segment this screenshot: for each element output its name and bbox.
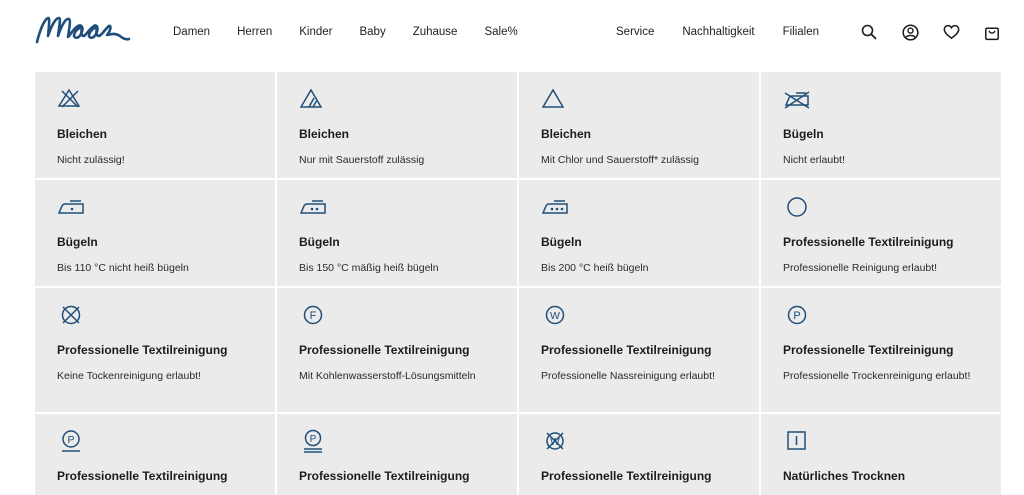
dry-clean-p-very-gentle-icon bbox=[299, 428, 327, 452]
care-description: Bis 110 °C nicht heiß bügeln bbox=[57, 262, 189, 274]
heart-icon[interactable] bbox=[941, 22, 961, 42]
care-title: Professionelle Textilreinigung bbox=[299, 343, 470, 357]
nav-damen[interactable]: Damen bbox=[173, 26, 211, 38]
bleach-icon bbox=[541, 86, 569, 110]
nav-sale[interactable]: Sale% bbox=[484, 26, 518, 38]
care-title: Professionelle Textilreinigung bbox=[57, 343, 228, 357]
care-symbols-grid bbox=[35, 72, 999, 495]
search-icon[interactable] bbox=[859, 22, 879, 42]
care-description: Nicht erlaubt! bbox=[783, 154, 845, 166]
no-wet-clean-w-icon bbox=[541, 428, 569, 452]
no-iron-icon bbox=[783, 86, 811, 110]
care-description: Professionelle Nassreinigung erlaubt! bbox=[541, 370, 715, 382]
care-card bbox=[519, 72, 759, 178]
secondary-navigation bbox=[616, 25, 847, 39]
care-card bbox=[519, 288, 759, 412]
care-title: Bleichen bbox=[299, 127, 350, 141]
care-description: Mit Chlor und Sauerstoff* zulässig bbox=[541, 154, 699, 166]
care-title: Professionelle Textilreinigung bbox=[299, 469, 470, 483]
dry-clean-f-icon bbox=[299, 302, 327, 326]
care-card bbox=[277, 180, 517, 286]
care-card bbox=[277, 414, 517, 495]
care-card bbox=[519, 180, 759, 286]
care-card bbox=[761, 414, 1001, 495]
nav-kinder[interactable]: Kinder bbox=[299, 26, 333, 38]
care-card bbox=[277, 288, 517, 412]
iron-3-dots-icon bbox=[541, 194, 569, 218]
iron-1-dot-icon bbox=[57, 194, 85, 218]
svg-text:W: W bbox=[550, 310, 560, 322]
nav-nachhaltigkeit[interactable]: Nachhaltigkeit bbox=[682, 26, 755, 38]
care-title: Professionelle Textilreinigung bbox=[541, 343, 712, 357]
dry-clean-p-gentle-icon bbox=[57, 428, 85, 452]
nav-filialen[interactable]: Filialen bbox=[782, 26, 820, 38]
care-card bbox=[761, 180, 1001, 286]
care-card bbox=[35, 180, 275, 286]
care-description: Professionelle Reinigung erlaubt! bbox=[783, 262, 938, 274]
nav-service[interactable]: Service bbox=[616, 26, 655, 38]
svg-text:P: P bbox=[793, 310, 801, 322]
care-description: Nur mit Sauerstoff zulässig bbox=[299, 154, 425, 166]
dry-clean-p-icon bbox=[783, 302, 811, 326]
care-title: Professionelle Textilreinigung bbox=[57, 469, 228, 483]
care-title: Professionelle Textilreinigung bbox=[783, 343, 954, 357]
care-description: Keine Tockenreinigung erlaubt! bbox=[57, 370, 201, 382]
care-description: Bis 150 °C mäßig heiß bügeln bbox=[299, 262, 439, 274]
nav-zuhause[interactable]: Zuhause bbox=[412, 26, 458, 38]
care-title: Bleichen bbox=[57, 127, 108, 141]
nav-herren[interactable]: Herren bbox=[237, 26, 273, 38]
care-title: Bügeln bbox=[299, 235, 340, 249]
account-icon[interactable] bbox=[900, 22, 920, 42]
nav-baby[interactable]: Baby bbox=[359, 26, 386, 38]
natural-dry-icon bbox=[783, 428, 811, 452]
no-bleach-icon bbox=[57, 86, 85, 110]
care-card bbox=[277, 72, 517, 178]
care-title: Bügeln bbox=[783, 127, 824, 141]
care-title: Natürliches Trocknen bbox=[783, 469, 906, 483]
svg-text:P: P bbox=[309, 434, 317, 445]
care-description: Nicht zulässig! bbox=[57, 154, 125, 166]
care-title: Bleichen bbox=[541, 127, 592, 141]
care-card bbox=[35, 288, 275, 412]
care-card bbox=[761, 72, 1001, 178]
wet-clean-w-icon bbox=[541, 302, 569, 326]
oxygen-bleach-icon bbox=[299, 86, 327, 110]
care-card bbox=[761, 288, 1001, 412]
care-description: Bis 200 °C heiß bügeln bbox=[541, 262, 649, 274]
care-title: Professionelle Textilreinigung bbox=[541, 469, 712, 483]
care-description: Mit Kohlenwasserstoff-Lösungsmitteln bbox=[299, 370, 476, 382]
main-navigation bbox=[173, 25, 545, 39]
care-title: Professionelle Textilreinigung bbox=[783, 235, 954, 249]
care-card bbox=[35, 72, 275, 178]
no-dry-clean-icon bbox=[57, 302, 85, 326]
iron-2-dots-icon bbox=[299, 194, 327, 218]
svg-text:W: W bbox=[550, 437, 560, 448]
header-icons bbox=[859, 22, 1002, 42]
cart-icon[interactable] bbox=[982, 22, 1002, 42]
care-title: Bügeln bbox=[541, 235, 582, 249]
care-description: Professionelle Trockenreinigung erlaubt! bbox=[783, 370, 971, 382]
care-card bbox=[519, 414, 759, 495]
dry-clean-icon bbox=[783, 194, 811, 218]
brand-logo[interactable] bbox=[34, 10, 134, 50]
svg-text:P: P bbox=[67, 434, 75, 446]
care-card bbox=[35, 414, 275, 495]
care-title: Bügeln bbox=[57, 235, 98, 249]
site-header bbox=[0, 0, 1024, 64]
svg-text:F: F bbox=[309, 310, 317, 322]
